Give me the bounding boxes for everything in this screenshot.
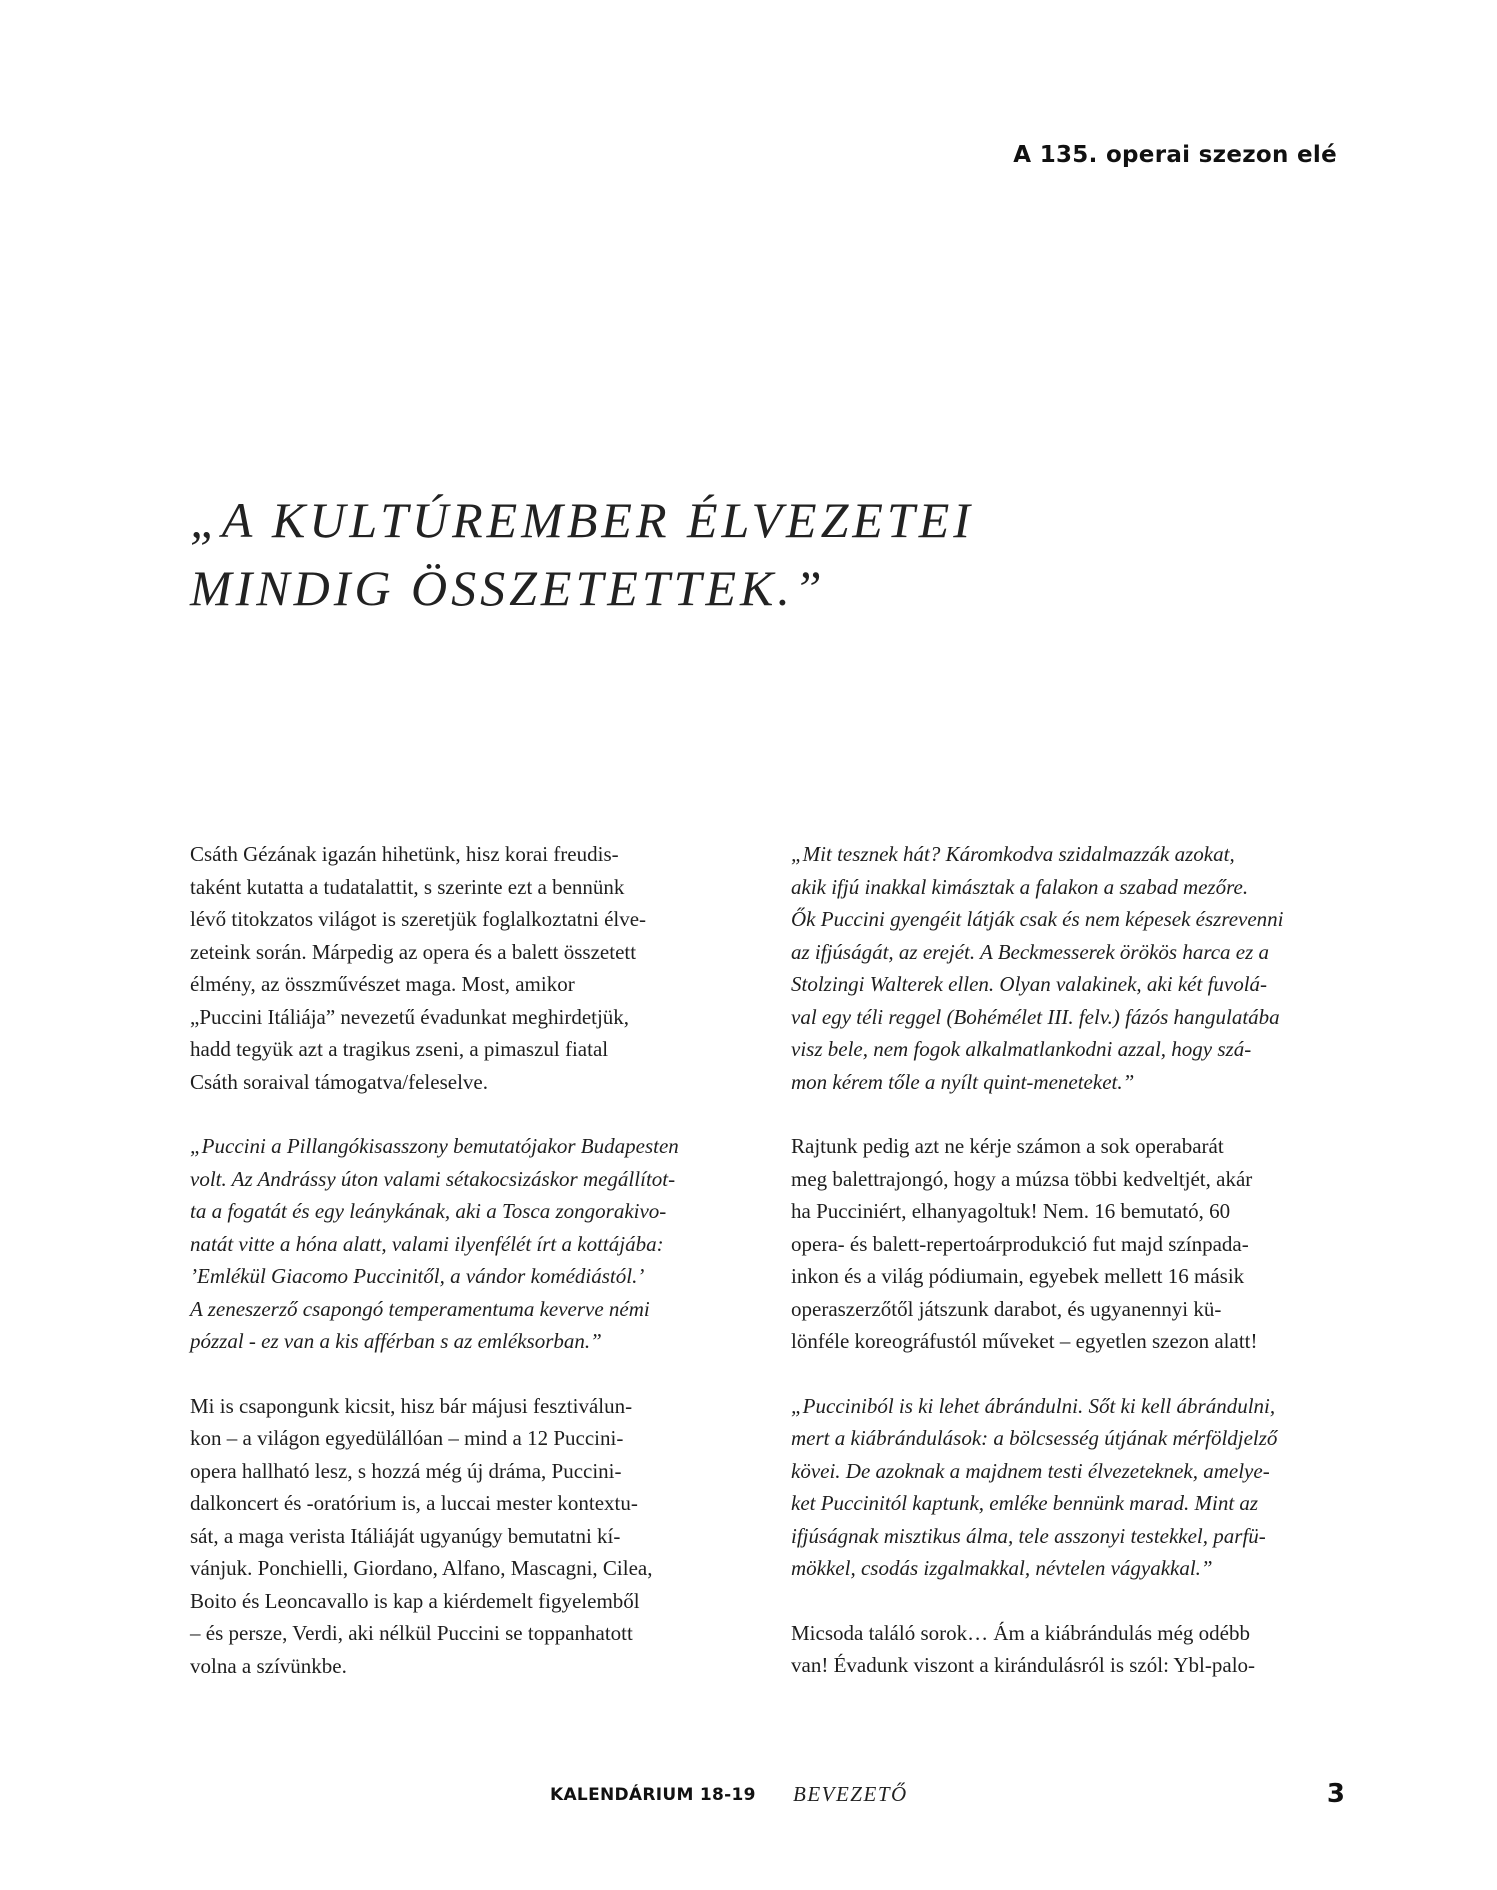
text-line: Boito és Leoncavallo is kap a kiérdemelt figyelemből (190, 1588, 640, 1613)
text-line: inkon és a világ pódiumain, egyebek mellett 16 másik (791, 1264, 1245, 1288)
text-line: lönféle koreográfustól műveket – egyetlen szezon alatt! (791, 1329, 1258, 1353)
text-line: „Pucciniból is ki lehet ábrándulni. Sőt ki kell ábrándulni, (791, 1393, 1276, 1418)
text-line: opera- és balett-repertoárprodukció fut majd színpada- (791, 1231, 1249, 1256)
section-name: BEVEZETŐ (793, 1782, 908, 1806)
text-line: hadd tegyük azt a tragikus zseni, a pimaszul fiatal (190, 1037, 609, 1061)
section-label: A 135. operai szezon elé (1013, 142, 1337, 168)
text-line: mert a kiábrándulások: a bölcsesség útjának mérföldjelző (791, 1426, 1278, 1450)
text-line: volt. Az Andrássy úton valami sétakocsizáskor megállítot- (190, 1166, 676, 1191)
text-line: zeteink során. Márpedig az opera és a balett összetett (190, 939, 637, 964)
right-column (791, 838, 1351, 1714)
publication-name: KALENDÁRIUM 18-19 (550, 1785, 756, 1805)
text-line: kövei. De azoknak a majdnem testi élvezeteknek, amelye- (791, 1458, 1270, 1483)
text-line: az ifjúságát, az erejét. A Beckmesserek örökös harca ez a (791, 939, 1270, 964)
headline-line-1: „A KULTÚREMBER ÉLVEZETEI (190, 492, 974, 548)
text-line: ket Puccinitól kaptunk, emléke bennünk marad. Mint az (791, 1491, 1259, 1515)
text-line: natát vitte a hóna alatt, valami ilyenfélét írt a kottájába: (190, 1231, 664, 1256)
left-column (190, 838, 745, 1714)
headline-line-2: MINDIG ÖSSZETETTEK.” (190, 560, 826, 616)
text-line: A zeneszerző csapongó temperamentuma keverve némi (190, 1296, 650, 1321)
quote-paragraph-pillangokisasszony (190, 1130, 745, 1358)
text-line: volna a szívünkbe. (190, 1653, 347, 1678)
text-line: „Puccini a Pillangókisasszony bemutatójakor Budapesten (190, 1134, 679, 1158)
quote-paragraph-beckmesser (791, 838, 1351, 1098)
text-line: vánjuk. Ponchielli, Giordano, Alfano, Mascagni, Cilea, (190, 1556, 653, 1580)
text-line: dalkoncert és -oratórium is, a luccai mester kontextu- (190, 1491, 638, 1515)
text-line: élmény, az összművészet maga. Most, amikor (190, 972, 575, 996)
text-line: Mi is csapongunk kicsit, hisz bár májusi fesztiválun- (190, 1393, 633, 1418)
text-line: „Mit tesznek hát? Káromkodva szidalmazzák azokat, (791, 842, 1235, 866)
text-line: sát, a maga verista Itáliáját ugyanúgy bemutatni kí- (190, 1523, 621, 1548)
text-line: val egy téli reggel (Bohémélet III. felv.) fázós hangulatába (791, 1004, 1280, 1029)
page-number: 3 (1326, 1779, 1345, 1809)
text-line: meg balettrajongó, hogy a múzsa többi kedveltjét, akár (791, 1166, 1253, 1191)
text-line: mökkel, csodás izgalmakkal, névtelen vágyakkal.” (791, 1556, 1213, 1580)
text-line: Stolzingi Walterek ellen. Olyan valakinek, aki két fuvolá- (791, 972, 1268, 996)
text-line: ta a fogatát és egy leánykának, aki a Tosca zongorakivo- (190, 1199, 667, 1223)
text-line: ifjúságnak misztikus álma, tele asszonyi testekkel, parfü- (791, 1523, 1266, 1548)
text-line: kon – a világon egyedülállóan – mind a 12 Puccini- (190, 1426, 624, 1450)
text-line: Micsoda találó sorok… Ám a kiábrándulás még odébb (791, 1620, 1250, 1645)
repertoire-paragraph (791, 1130, 1351, 1358)
festival-paragraph (190, 1390, 745, 1683)
text-line: taként kutatta a tudatalattit, s szerinte ezt a bennünk (190, 874, 625, 899)
intro-paragraph (190, 838, 745, 1098)
text-line: – és persze, Verdi, aki nélkül Puccini se toppanhatott (190, 1621, 633, 1645)
text-line: ha Pucciniért, elhanyagoltuk! Nem. 16 bemutató, 60 (791, 1199, 1231, 1223)
text-line: Rajtunk pedig azt ne kérje számon a sok operabarát (791, 1134, 1224, 1158)
headline (190, 486, 1290, 622)
text-line: pózzal - ez van a kis afférban s az emléksorban.” (190, 1329, 602, 1353)
text-line: Csáth soraival támogatva/feleselve. (190, 1069, 488, 1094)
text-line: van! Évadunk viszont a kirándulásról is szól: Ybl-palo- (791, 1653, 1256, 1677)
text-line: Csáth Gézának igazán hihetünk, hisz korai freudis- (190, 842, 619, 866)
text-line: operaszerzőtől játszunk darabot, és ugyanennyi kü- (791, 1296, 1222, 1321)
closing-paragraph (791, 1617, 1351, 1682)
text-line: mon kérem tőle a nyílt quint-meneteket.” (791, 1069, 1135, 1094)
text-line: akik ifjú inakkal kimásztak a falakon a szabad mezőre. (791, 874, 1249, 899)
quote-paragraph-kiabrandulas (791, 1390, 1351, 1585)
text-line: „Puccini Itáliája” nevezetű évadunkat meghirdetjük, (190, 1004, 630, 1029)
text-line: Ők Puccini gyengéit látják csak és nem képesek észrevenni (791, 907, 1284, 931)
text-line: ’Emlékül Giacomo Puccinitől, a vándor komédiástól.’ (190, 1264, 645, 1288)
text-line: opera hallható lesz, s hozzá még új dráma, Puccini- (190, 1458, 622, 1483)
page-footer (0, 1779, 1497, 1819)
text-line: visz bele, nem fogok alkalmatlankodni azzal, hogy szá- (791, 1037, 1252, 1061)
text-line: lévő titokzatos világot is szeretjük foglalkoztatni élve- (190, 907, 647, 931)
